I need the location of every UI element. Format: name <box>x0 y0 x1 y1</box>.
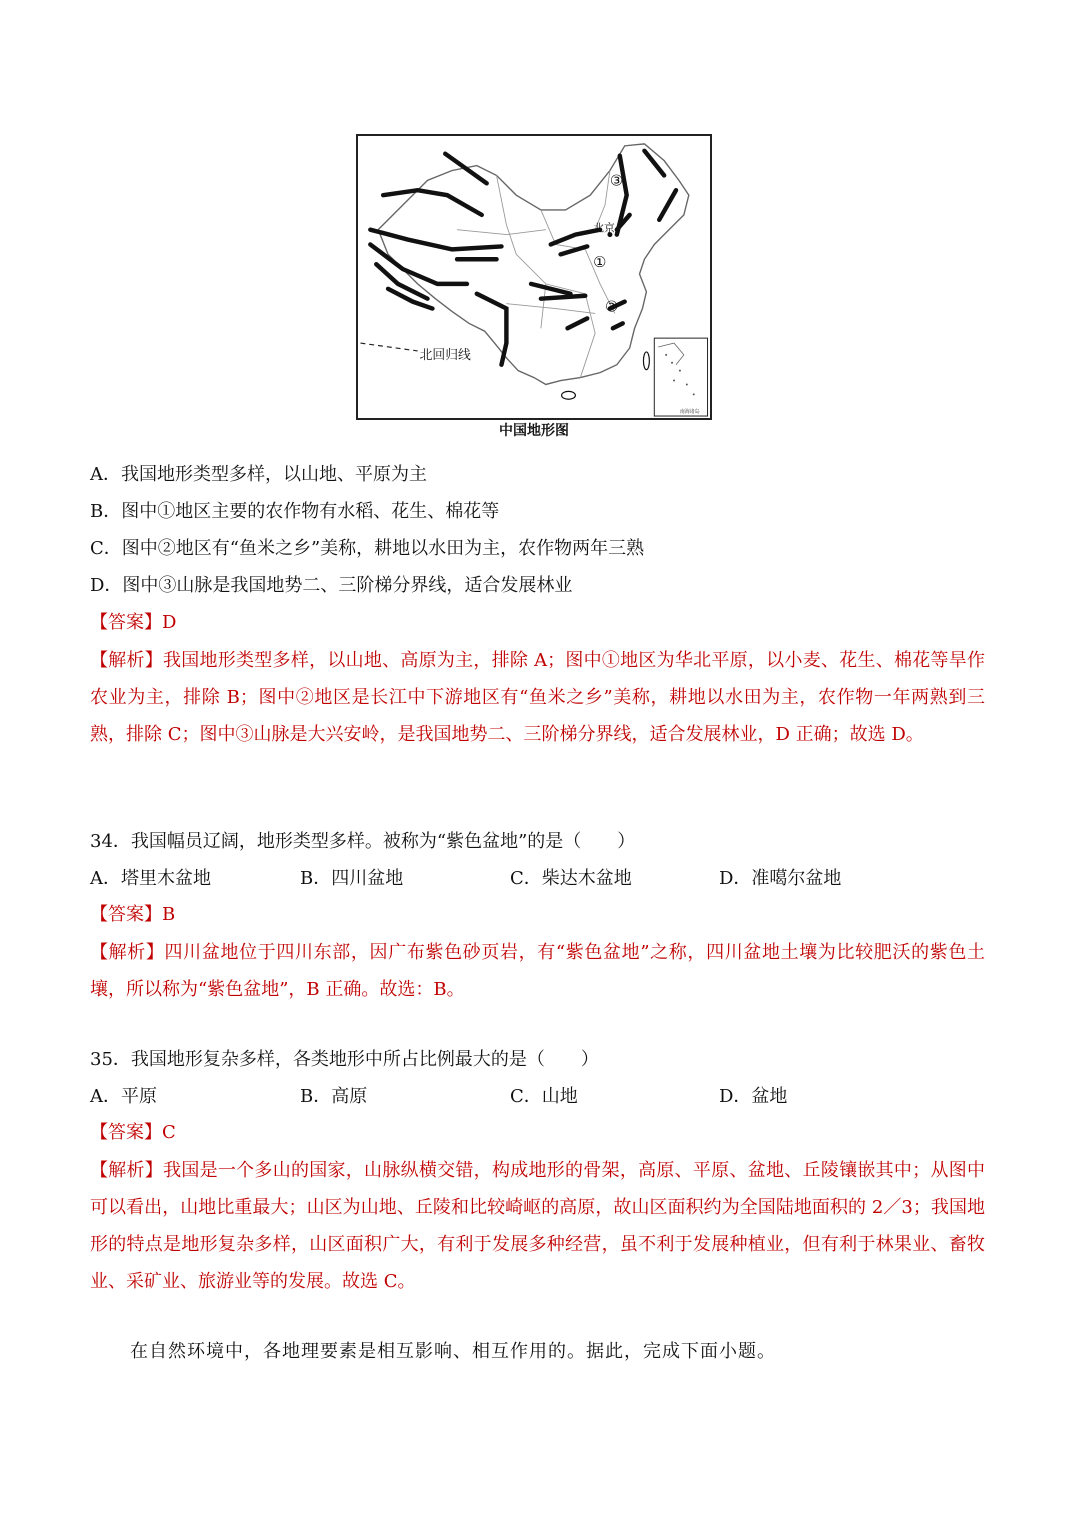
beijing-label: 北京 <box>593 221 615 235</box>
q35-option-d: D．盆地 <box>719 1086 788 1107</box>
q34-options <box>90 865 985 893</box>
tropic-line <box>360 343 417 351</box>
province-lines <box>457 171 615 378</box>
section-intro: 在自然环境中，各地理要素是相互影响、相互作用的。据此，完成下面小题。 <box>130 1341 776 1362</box>
marker-3: ③ <box>609 172 624 190</box>
q34-answer: 【答案】B <box>90 904 176 925</box>
taiwan-island <box>643 352 649 370</box>
q35-option-b: B．高原 <box>300 1086 368 1107</box>
q34-analysis: 【解析】四川盆地位于四川东部，因广布紫色砂页岩，有“紫色盆地”之称，四川盆地土壤为比较肥沃的紫色土壤，所以称为“紫色盆地”，B 正确。故选：B。 <box>90 942 985 1000</box>
marker-1: ① <box>593 254 607 272</box>
south-sea-inset <box>654 338 707 416</box>
q35-stem: 35．我国地形复杂多样，各类地形中所占比例最大的是（ ） <box>90 1049 599 1070</box>
q34-option-b: B．四川盆地 <box>300 868 404 889</box>
map-drawing <box>358 136 710 418</box>
q33-analysis: 【解析】我国地形类型多样，以山地、高原为主，排除 A；图中①地区为华北平原，以小麦、花生、棉花等旱作农业为主，排除 B；图中②地区是长江中下游地区有“鱼米之乡”美称，耕地以水田为主，农作物一年两熟到三熟，排除 C；图中③山脉是大兴安岭，是我国地势二、三阶梯分界线，适合发展林业，D 正确；故选 D。 <box>90 650 985 745</box>
q34-stem: 34．我国幅员辽阔，地形类型多样。被称为“紫色盆地”的是（ ） <box>90 831 636 852</box>
q33-option-d: D．图中③山脉是我国地势二、三阶梯分界线，适合发展林业 <box>90 575 573 596</box>
q35-answer: 【答案】C <box>90 1122 176 1143</box>
china-terrain-map <box>356 134 712 420</box>
q34-option-a: A．塔里木盆地 <box>90 868 211 889</box>
q33-option-b: B．图中①地区主要的农作物有水稻、花生、棉花等 <box>90 501 500 522</box>
tropic-label: 北回归线 <box>419 347 471 363</box>
q33-option-c: C．图中②地区有“鱼米之乡”美称，耕地以水田为主，农作物两年三熟 <box>90 538 645 559</box>
q35-option-a: A．平原 <box>90 1086 157 1107</box>
mountain-ranges <box>370 151 676 365</box>
q33-answer: 【答案】D <box>90 612 177 633</box>
map-caption: 中国地形图 <box>499 423 569 439</box>
inset-label: 南海诸岛 <box>679 409 700 416</box>
q35-analysis: 【解析】我国是一个多山的国家，山脉纵横交错，构成地形的骨架，高原、平原、盆地、丘陵镶嵌其中；从图中可以看出，山地比重最大；山区为山地、丘陵和比较崎岖的高原，故山区面积约为全国陆地面积的 2／3；我国地形的特点是地形复杂多样，山区面积广大，有利于发展多种经营，虽不利于发展种植业，但有利于林果业、畜牧业、采矿业、旅游业等的发展。故选 C。 <box>90 1160 985 1292</box>
q34-option-c: C．柴达木盆地 <box>510 868 632 889</box>
q35-option-c: C．山地 <box>510 1086 578 1107</box>
q34-option-d: D．准噶尔盆地 <box>719 868 842 889</box>
q33-option-a: A．我国地形类型多样，以山地、平原为主 <box>90 464 427 485</box>
hainan-island <box>562 391 576 399</box>
q35-options <box>90 1083 985 1111</box>
marker-2: ② <box>604 298 619 316</box>
